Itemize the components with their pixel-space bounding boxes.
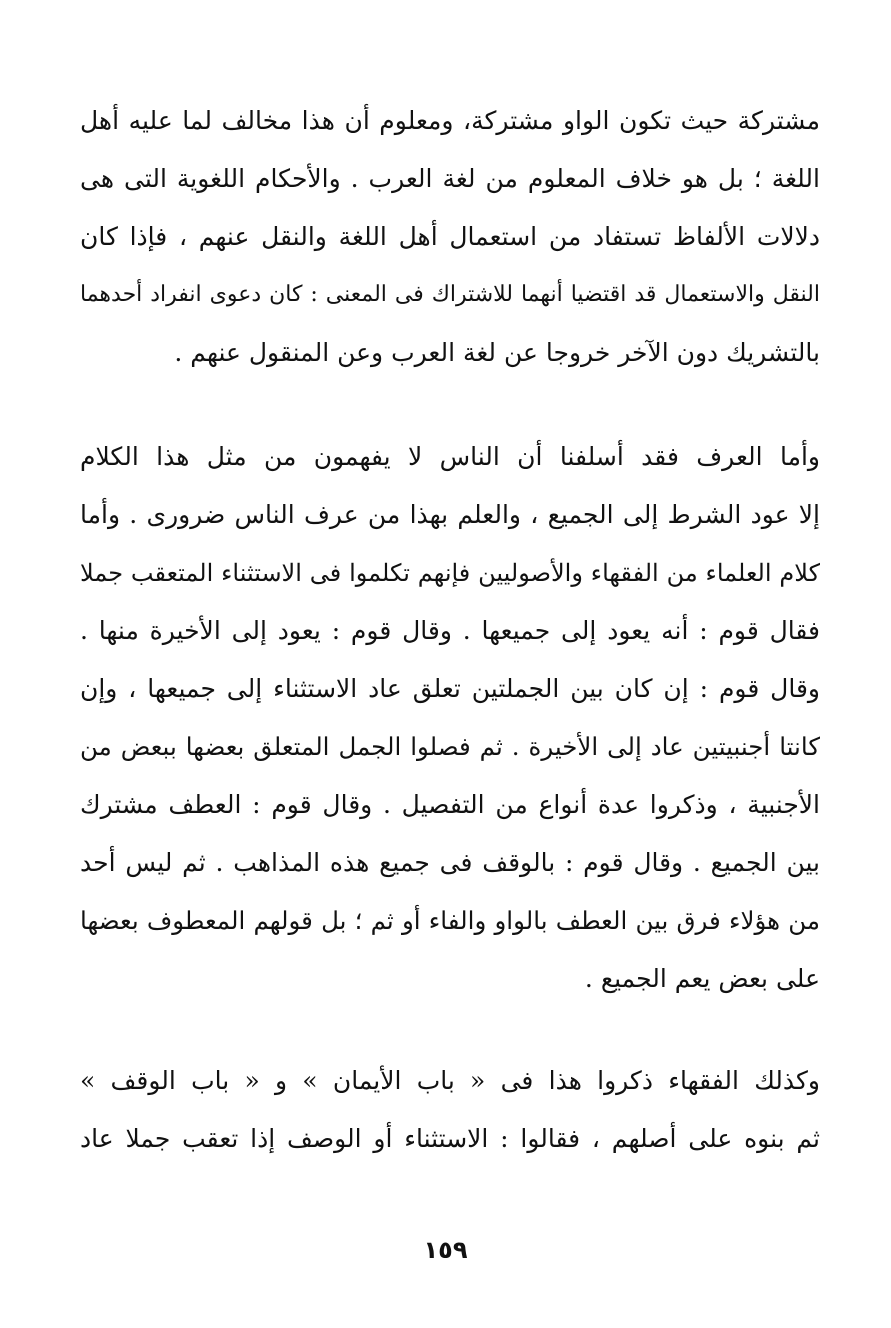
text-line: كلام العلماء من الفقهاء والأصوليين فإنهم تكلموا فى الاستثناء المتعقب جملا <box>80 559 820 587</box>
text-line: الأجنبية ، وذكروا عدة أنواع من التفصيل . وقال قوم : العطف مشترك <box>80 790 820 819</box>
paragraph-1 <box>80 92 820 382</box>
text-line: وأما العرف فقد أسلفنا أن الناس لا يفهمون من مثل هذا الكلام <box>80 442 820 471</box>
text-line: دلالات الألفاظ تستفاد من استعمال أهل اللغة والنقل عنهم ، فإذا كان <box>80 222 820 251</box>
text-line: ثم بنوه على أصلهم ، فقالوا : الاستثناء أو الوصف إذا تعقب جملا عاد <box>80 1124 820 1153</box>
text-line: كانتا أجنبيتين عاد إلى الأخيرة . ثم فصلوا الجمل المتعلق بعضها ببعض من <box>80 732 820 761</box>
text-line: وكذلك الفقهاء ذكروا هذا فى « باب الأيمان » و « باب الوقف » <box>80 1066 820 1095</box>
paragraph-gap <box>80 1008 820 1052</box>
paragraph-2 <box>80 428 820 1008</box>
text-line: على بعض يعم الجميع . <box>584 964 820 993</box>
page-body <box>80 92 820 1168</box>
text-line: فقال قوم : أنه يعود إلى جميعها . وقال قوم : يعود إلى الأخيرة منها . <box>80 616 820 645</box>
paragraph-3 <box>80 1052 820 1168</box>
text-line: مشتركة حيث تكون الواو مشتركة، ومعلوم أن هذا مخالف لما عليه أهل <box>80 106 820 135</box>
text-line: بين الجميع . وقال قوم : بالوقف فى جميع هذه المذاهب . ثم ليس أحد <box>80 848 820 877</box>
text-line: إلا عود الشرط إلى الجميع ، والعلم بهذا من عرف الناس ضرورى . وأما <box>80 500 820 529</box>
paragraph-gap <box>80 382 820 428</box>
text-line: من هؤلاء فرق بين العطف بالواو والفاء أو ثم ؛ بل قولهم المعطوف بعضها <box>80 906 820 935</box>
text-line: وقال قوم : إن كان بين الجملتين تعلق عاد الاستثناء إلى جميعها ، وإن <box>80 674 820 703</box>
text-line: اللغة ؛ بل هو خلاف المعلوم من لغة العرب . والأحكام اللغوية التى هى <box>80 164 820 193</box>
page-number: ١٥٩ <box>423 1236 468 1264</box>
text-line: بالتشريك دون الآخر خروجا عن لغة العرب وعن المنقول عنهم . <box>174 338 820 367</box>
text-line: النقل والاستعمال قد اقتضيا أنهما للاشتراك فى المعنى : كان دعوى انفراد أحدهما <box>80 282 820 307</box>
